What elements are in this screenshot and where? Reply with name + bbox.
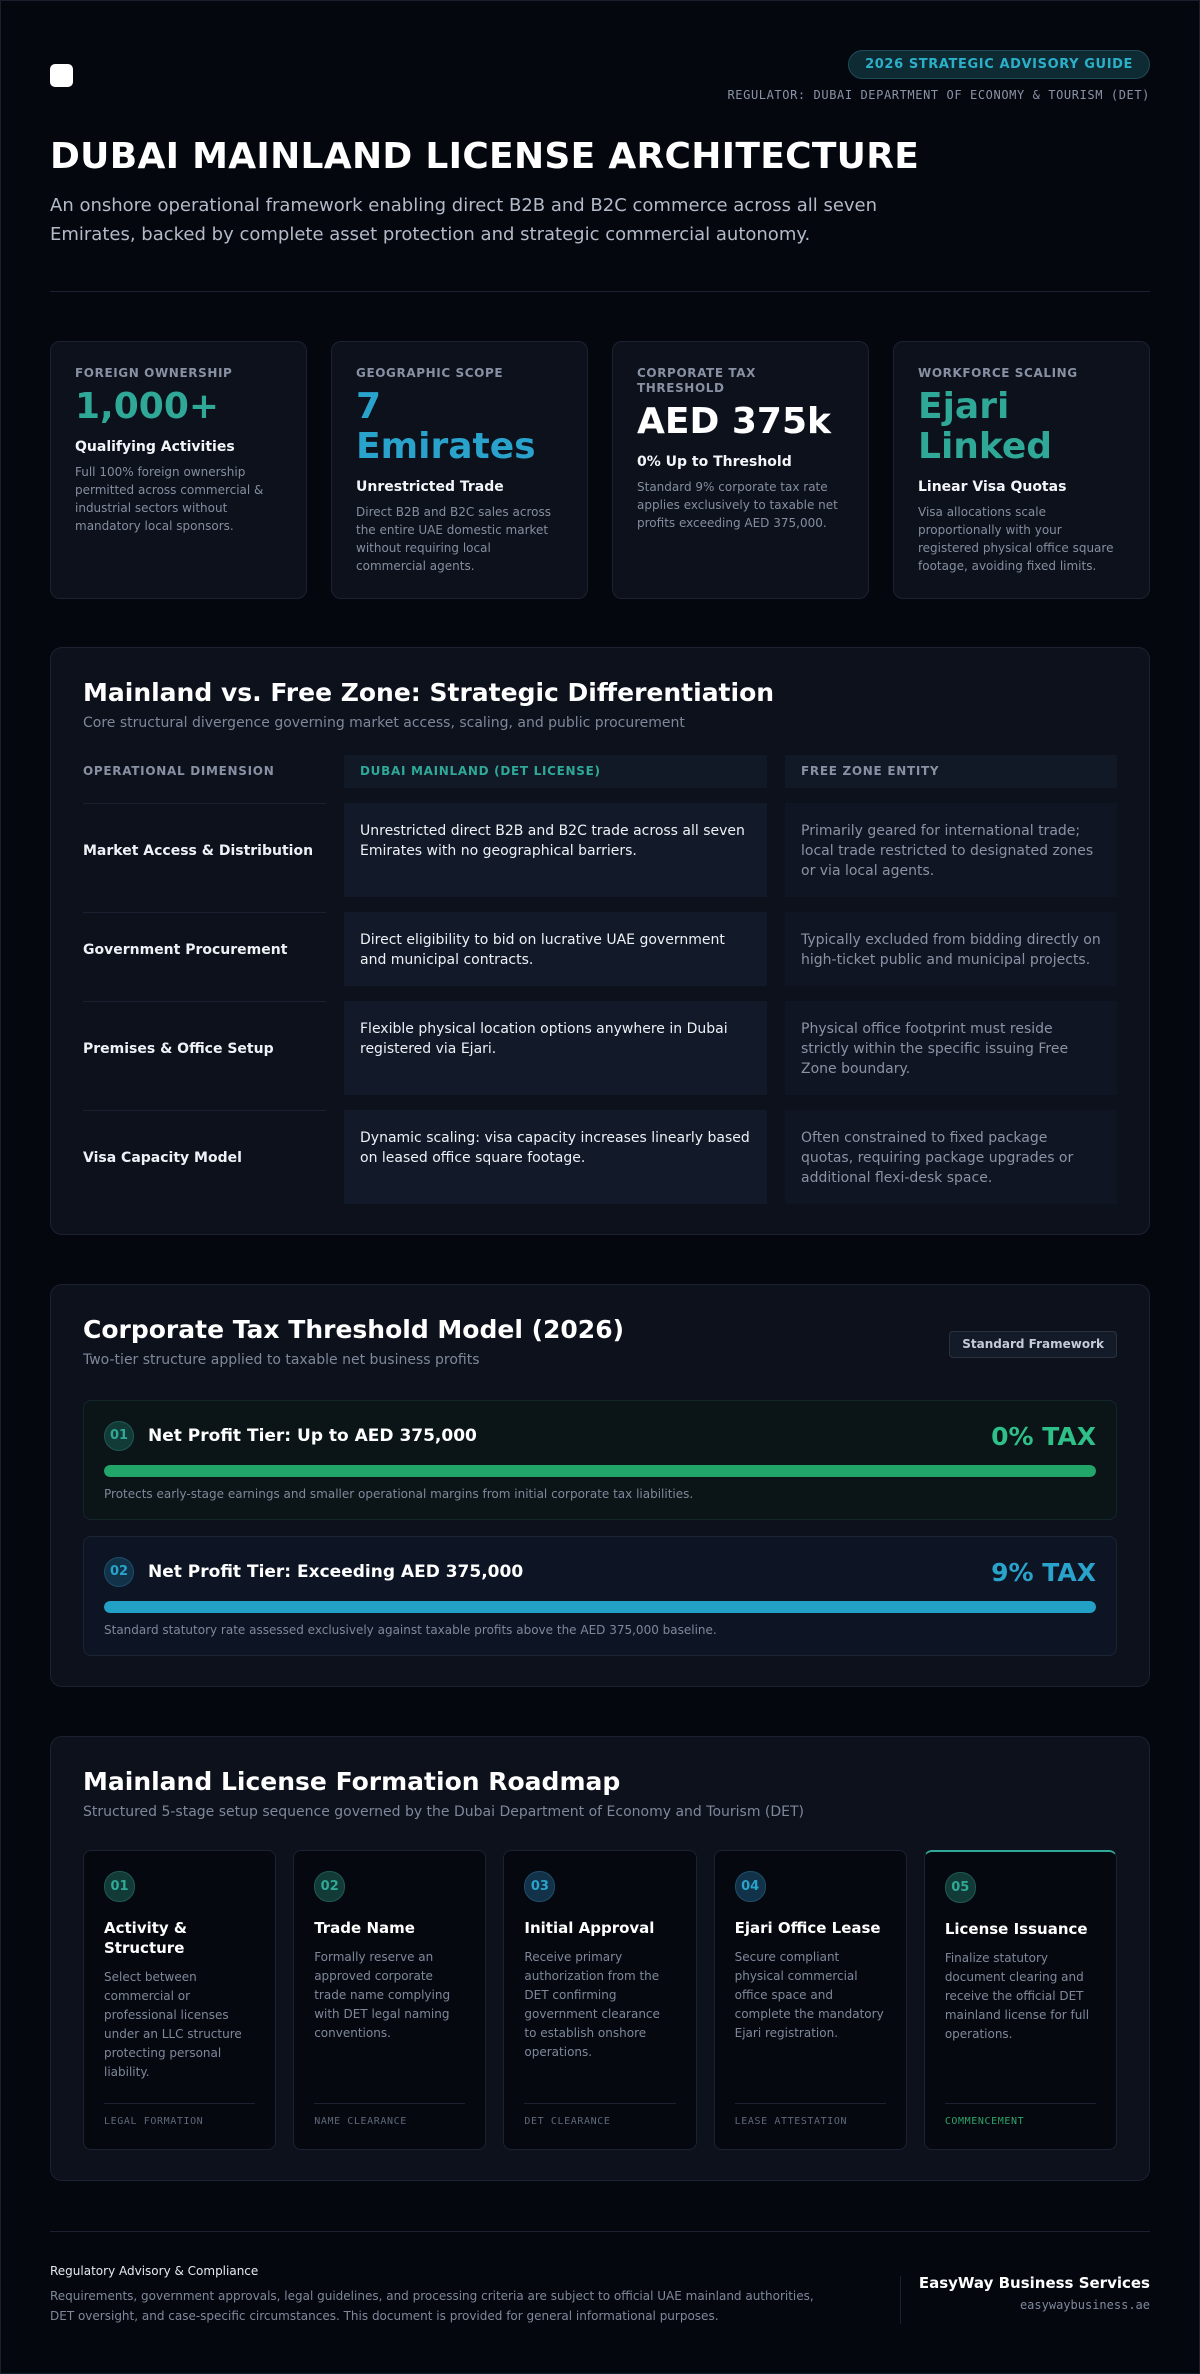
row-mainland: Flexible physical location options anywhere in Dubai registered via Ejari. (344, 1001, 767, 1095)
tax-title: Corporate Tax Threshold Model (2026) (83, 1315, 625, 1344)
step-number: 02 (314, 1871, 345, 1902)
tax-subtitle: Two-tier structure applied to taxable net business profits (83, 1352, 480, 1368)
row-freezone: Primarily geared for international trade; local trade restricted to designated zones or via local agents. (785, 803, 1117, 897)
roadmap-step-2 (293, 1850, 486, 2150)
step-title: Ejari Office Lease (734, 1919, 881, 1937)
tax-tier-1 (83, 1400, 1117, 1520)
row-dimension: Visa Capacity Model (83, 1110, 326, 1204)
stat-value: 7 Emirates (356, 386, 536, 467)
step-desc: Formally reserve an approved corporate trade name complying with DET legal naming conventions. (314, 1950, 451, 2040)
tier-title: Net Profit Tier: Exceeding AED 375,000 (148, 1562, 524, 1582)
stat-desc: Full 100% foreign ownership permitted across commercial & industrial sectors without mandatory local sponsors. (75, 465, 264, 533)
step-tag: DET CLEARANCE (524, 2103, 675, 2127)
tier-bar (104, 1601, 1096, 1613)
tier-bar (104, 1465, 1096, 1477)
row-freezone: Often constrained to fixed package quotas, requiring package upgrades or additional flexi-desk space. (785, 1110, 1117, 1204)
stat-value: Ejari Linked (918, 386, 1053, 467)
header-freezone: FREE ZONE ENTITY (785, 755, 1117, 788)
stat-card-tax (612, 341, 869, 599)
footer-url[interactable]: easywaybusiness.ae (1019, 2298, 1150, 2312)
stats-row (50, 341, 1150, 599)
roadmap-step-5 (924, 1850, 1117, 2150)
stat-card-workforce (893, 341, 1150, 599)
stat-heading: 0% Up to Threshold (637, 454, 792, 470)
row-dimension: Market Access & Distribution (83, 803, 326, 897)
step-number: 04 (735, 1871, 766, 1902)
tier-number: 01 (104, 1421, 134, 1451)
step-desc: Select between commercial or professional licenses under an LLC structure protecting personal liability. (104, 1970, 242, 2079)
step-number: 03 (524, 1871, 555, 1902)
tier-rate: 0% TAX (991, 1421, 1096, 1451)
divider (50, 291, 1150, 292)
framework-badge: Standard Framework (949, 1331, 1117, 1358)
stat-label: WORKFORCE SCALING (918, 366, 1078, 380)
top-bar (50, 0, 1150, 100)
row-freezone: Typically excluded from bidding directly on high-ticket public and municipal projects. (785, 912, 1117, 986)
table-row (83, 803, 1117, 897)
roadmap-panel (50, 1736, 1150, 2181)
step-title: Activity & Structure (104, 1919, 187, 1957)
step-number: 01 (104, 1871, 135, 1902)
tier-note: Standard statutory rate assessed exclusively against taxable profits above the AED 375,000 baseline. (104, 1623, 717, 1637)
step-tag: COMMENCEMENT (945, 2103, 1096, 2127)
step-title: Initial Approval (524, 1919, 655, 1937)
header-dimension: OPERATIONAL DIMENSION (83, 764, 275, 778)
tax-tier-2 (83, 1536, 1117, 1656)
stat-heading: Linear Visa Quotas (918, 479, 1067, 495)
stat-desc: Visa allocations scale proportionally with your registered physical office square footage, avoiding fixed limits. (918, 505, 1114, 573)
roadmap-subtitle: Structured 5-stage setup sequence governed by the Dubai Department of Economy and Tourism (DET) (83, 1804, 805, 1820)
tier-bar-fill (104, 1465, 1096, 1477)
table-header (83, 755, 1117, 788)
table-row (83, 912, 1117, 986)
step-tag: LEGAL FORMATION (104, 2103, 255, 2127)
table-row (83, 1001, 1117, 1095)
tier-head (104, 1421, 1096, 1451)
step-desc: Secure compliant physical commercial office space and complete the mandatory Ejari registration. (734, 1950, 884, 2040)
stat-card-ownership (50, 341, 307, 599)
footer-disclaimer: Requirements, government approvals, legal guidelines, and processing criteria are subject to official UAE mainland authorities, DET oversight, and case-specific circumstances. This document is provided for general informational purposes. (50, 2289, 814, 2323)
regulator-line: REGULATOR: DUBAI DEPARTMENT OF ECONOMY & TOURISM (DET) (727, 88, 1150, 102)
footer-vertical-divider (900, 2276, 901, 2324)
stat-value: 1,000+ (75, 386, 220, 427)
tier-bar-fill (104, 1601, 1096, 1613)
footer (50, 2264, 1150, 2364)
row-mainland: Direct eligibility to bid on lucrative UAE government and municipal contracts. (344, 912, 767, 986)
comparison-title: Mainland vs. Free Zone: Strategic Differentiation (83, 678, 775, 707)
tier-number: 02 (104, 1557, 134, 1587)
stat-desc: Standard 9% corporate tax rate applies exclusively to taxable net profits exceeding AED 375,000. (637, 480, 838, 530)
stat-heading: Qualifying Activities (75, 439, 235, 455)
step-tag: LEASE ATTESTATION (735, 2103, 886, 2127)
tier-title: Net Profit Tier: Up to AED 375,000 (148, 1426, 477, 1446)
step-desc: Finalize statutory document clearing and receive the official DET mainland license for full operations. (944, 1951, 1090, 2041)
row-dimension: Premises & Office Setup (83, 1001, 326, 1095)
row-mainland: Unrestricted direct B2B and B2C trade across all seven Emirates with no geographical barriers. (344, 803, 767, 897)
tax-panel (50, 1284, 1150, 1687)
step-title: Trade Name (314, 1919, 415, 1937)
footer-divider (50, 2231, 1150, 2232)
footer-title: Regulatory Advisory & Compliance (50, 2264, 259, 2278)
roadmap-steps (83, 1850, 1117, 2150)
roadmap-step-3 (503, 1850, 696, 2150)
stat-card-scope (331, 341, 588, 599)
stat-heading: Unrestricted Trade (356, 479, 504, 495)
page-subtitle: An onshore operational framework enabling direct B2B and B2C commerce across all seven Emirates, backed by complete asset protection and strategic commercial autonomy. (50, 195, 878, 245)
comparison-table (83, 755, 1117, 1204)
step-number: 05 (945, 1872, 976, 1903)
guide-badge: 2026 STRATEGIC ADVISORY GUIDE (848, 50, 1150, 79)
comparison-subtitle: Core structural divergence governing market access, scaling, and public procurement (83, 715, 685, 731)
roadmap-step-1 (83, 1850, 276, 2150)
row-freezone: Physical office footprint must reside strictly within the specific issuing Free Zone boundary. (785, 1001, 1117, 1095)
stat-label: CORPORATE TAX THRESHOLD (637, 366, 756, 395)
row-dimension: Government Procurement (83, 912, 326, 986)
step-title: License Issuance (944, 1920, 1088, 1938)
stat-value: AED 375k (637, 401, 831, 442)
table-body (83, 803, 1117, 1204)
header-mainland: DUBAI MAINLAND (DET LICENSE) (344, 755, 767, 788)
roadmap-title: Mainland License Formation Roadmap (83, 1767, 621, 1796)
tier-rate: 9% TAX (991, 1557, 1096, 1587)
brand-logo-icon (50, 64, 73, 87)
stat-label: GEOGRAPHIC SCOPE (356, 366, 504, 380)
roadmap-step-4 (714, 1850, 907, 2150)
page-title: DUBAI MAINLAND LICENSE ARCHITECTURE (50, 136, 920, 177)
comparison-panel (50, 647, 1150, 1235)
tier-head (104, 1557, 1096, 1587)
table-row (83, 1110, 1117, 1204)
stat-desc: Direct B2B and B2C sales across the entire UAE domestic market without requiring local commercial agents. (356, 505, 551, 573)
tier-note: Protects early-stage earnings and smaller operational margins from initial corporate tax liabilities. (104, 1487, 694, 1501)
footer-brand: EasyWay Business Services (918, 2274, 1150, 2292)
row-mainland: Dynamic scaling: visa capacity increases linearly based on leased office square footage. (344, 1110, 767, 1204)
step-desc: Receive primary authorization from the DET confirming government clearance to establish onshore operations. (524, 1950, 660, 2059)
step-tag: NAME CLEARANCE (314, 2103, 465, 2127)
stat-label: FOREIGN OWNERSHIP (75, 366, 233, 380)
